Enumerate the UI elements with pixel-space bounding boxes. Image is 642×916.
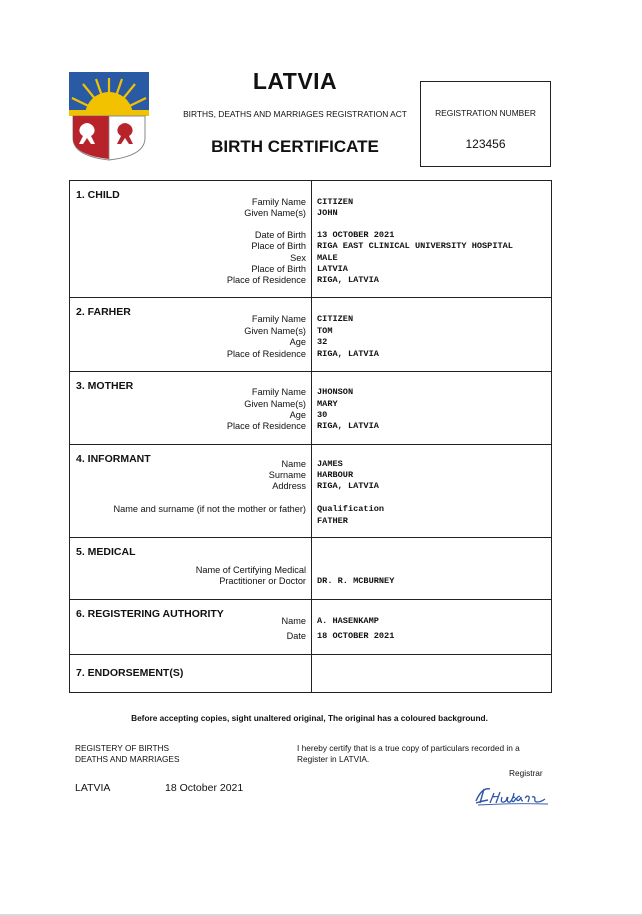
informant-qualification: FATHER xyxy=(317,516,348,526)
mother-age: 30 xyxy=(317,410,328,420)
field-label: Family Name xyxy=(251,387,306,397)
field-label: Date of Birth xyxy=(254,230,306,240)
footer-date: 18 October 2021 xyxy=(165,782,244,794)
field-label: Name xyxy=(281,616,306,626)
certificate-table xyxy=(69,180,552,693)
section-medical xyxy=(70,537,551,599)
field-label: Place of Birth xyxy=(251,264,306,274)
registrar-name: A. HASENKAMP xyxy=(317,616,379,626)
qualification-label: Qualification xyxy=(317,504,385,514)
mother-family-name: JHONSON xyxy=(317,387,354,397)
mother-given-names: MARY xyxy=(317,399,338,409)
section-child xyxy=(70,181,551,297)
footer-country: LATVIA xyxy=(75,782,111,794)
field-label: Age xyxy=(289,337,306,347)
registration-number: 123456 xyxy=(465,137,506,151)
section-informant xyxy=(70,444,551,537)
section-mother xyxy=(70,371,551,444)
section-title: 1. CHILD xyxy=(76,189,120,201)
field-label: Address xyxy=(272,481,306,491)
field-label: Sex xyxy=(290,253,306,263)
field-label: Surname xyxy=(268,470,306,480)
section-registering-authority xyxy=(70,599,551,654)
medical-doctor: DR. R. MCBURNEY xyxy=(317,576,395,586)
field-label: Practitioner or Doctor xyxy=(219,576,306,586)
registry-line: DEATHS AND MARRIAGES xyxy=(75,753,180,764)
field-label: Date xyxy=(286,631,306,641)
field-label: Given Name(s) xyxy=(244,208,306,218)
mother-residence: RIGA, LATVIA xyxy=(317,421,379,431)
informant-name: JAMES xyxy=(317,459,343,469)
field-label: Place of Residence xyxy=(226,275,306,285)
registrar-label: Registrar xyxy=(509,768,543,778)
section-title: 2. FARHER xyxy=(76,306,131,318)
field-label: Family Name xyxy=(251,314,306,324)
informant-address: RIGA, LATVIA xyxy=(317,481,379,491)
father-family-name: CITIZEN xyxy=(317,314,354,324)
section-endorsement xyxy=(70,654,551,692)
field-label: Place of Residence xyxy=(226,421,306,431)
section-title: 6. REGISTERING AUTHORITY xyxy=(76,608,224,620)
certification-statement: I hereby certify that is a true copy of particulars recorded in a Register in LATVIA. xyxy=(297,743,520,764)
field-label: Given Name(s) xyxy=(244,326,306,336)
child-residence: RIGA, LATVIA xyxy=(317,275,379,285)
registry-name xyxy=(75,743,180,764)
field-label: Age xyxy=(289,410,306,420)
field-label: Name and surname (if not the mother or father) xyxy=(113,504,306,514)
child-place-of-birth: RIGA EAST CLINICAL UNIVERSITY HOSPITAL xyxy=(317,241,513,251)
section-father xyxy=(70,297,551,371)
registration-number-label: REGISTRATION NUMBER xyxy=(435,108,536,118)
field-label: Place of Birth xyxy=(251,241,306,251)
father-given-names: TOM xyxy=(317,326,333,336)
registration-act: BIRTHS, DEATHS AND MARRIAGES REGISTRATION ACT xyxy=(183,109,407,119)
registration-date: 18 OCTOBER 2021 xyxy=(317,631,395,641)
child-birth-country: LATVIA xyxy=(317,264,348,274)
child-sex: MALE xyxy=(317,253,338,263)
section-title: 7. ENDORSEMENT(S) xyxy=(76,667,184,679)
field-label: Family Name xyxy=(251,197,306,207)
child-date-of-birth: 13 OCTOBER 2021 xyxy=(317,230,395,240)
latvia-coat-of-arms-icon xyxy=(69,72,149,162)
child-family-name: CITIZEN xyxy=(317,197,354,207)
country-title: LATVIA xyxy=(252,68,338,94)
section-title: 3. MOTHER xyxy=(76,380,134,392)
field-label: Name of Certifying Medical xyxy=(195,565,306,575)
child-given-names: JOHN xyxy=(317,208,338,218)
section-title: 4. INFORMANT xyxy=(76,453,151,465)
field-label: Name xyxy=(281,459,306,469)
registry-line: REGISTERY OF BIRTHS xyxy=(75,743,170,753)
document-title: BIRTH CERTIFICATE xyxy=(211,137,379,156)
section-title: 5. MEDICAL xyxy=(76,546,136,558)
authenticity-note: Before accepting copies, sight unaltered original, The original has a coloured background. xyxy=(131,713,488,723)
registrar-signature xyxy=(472,783,552,807)
field-label: Given Name(s) xyxy=(244,399,306,409)
father-age: 32 xyxy=(317,337,328,347)
father-residence: RIGA, LATVIA xyxy=(317,349,379,359)
registration-number-box xyxy=(420,81,551,167)
informant-surname: HARBOUR xyxy=(317,470,354,480)
field-label: Place of Residence xyxy=(226,349,306,359)
